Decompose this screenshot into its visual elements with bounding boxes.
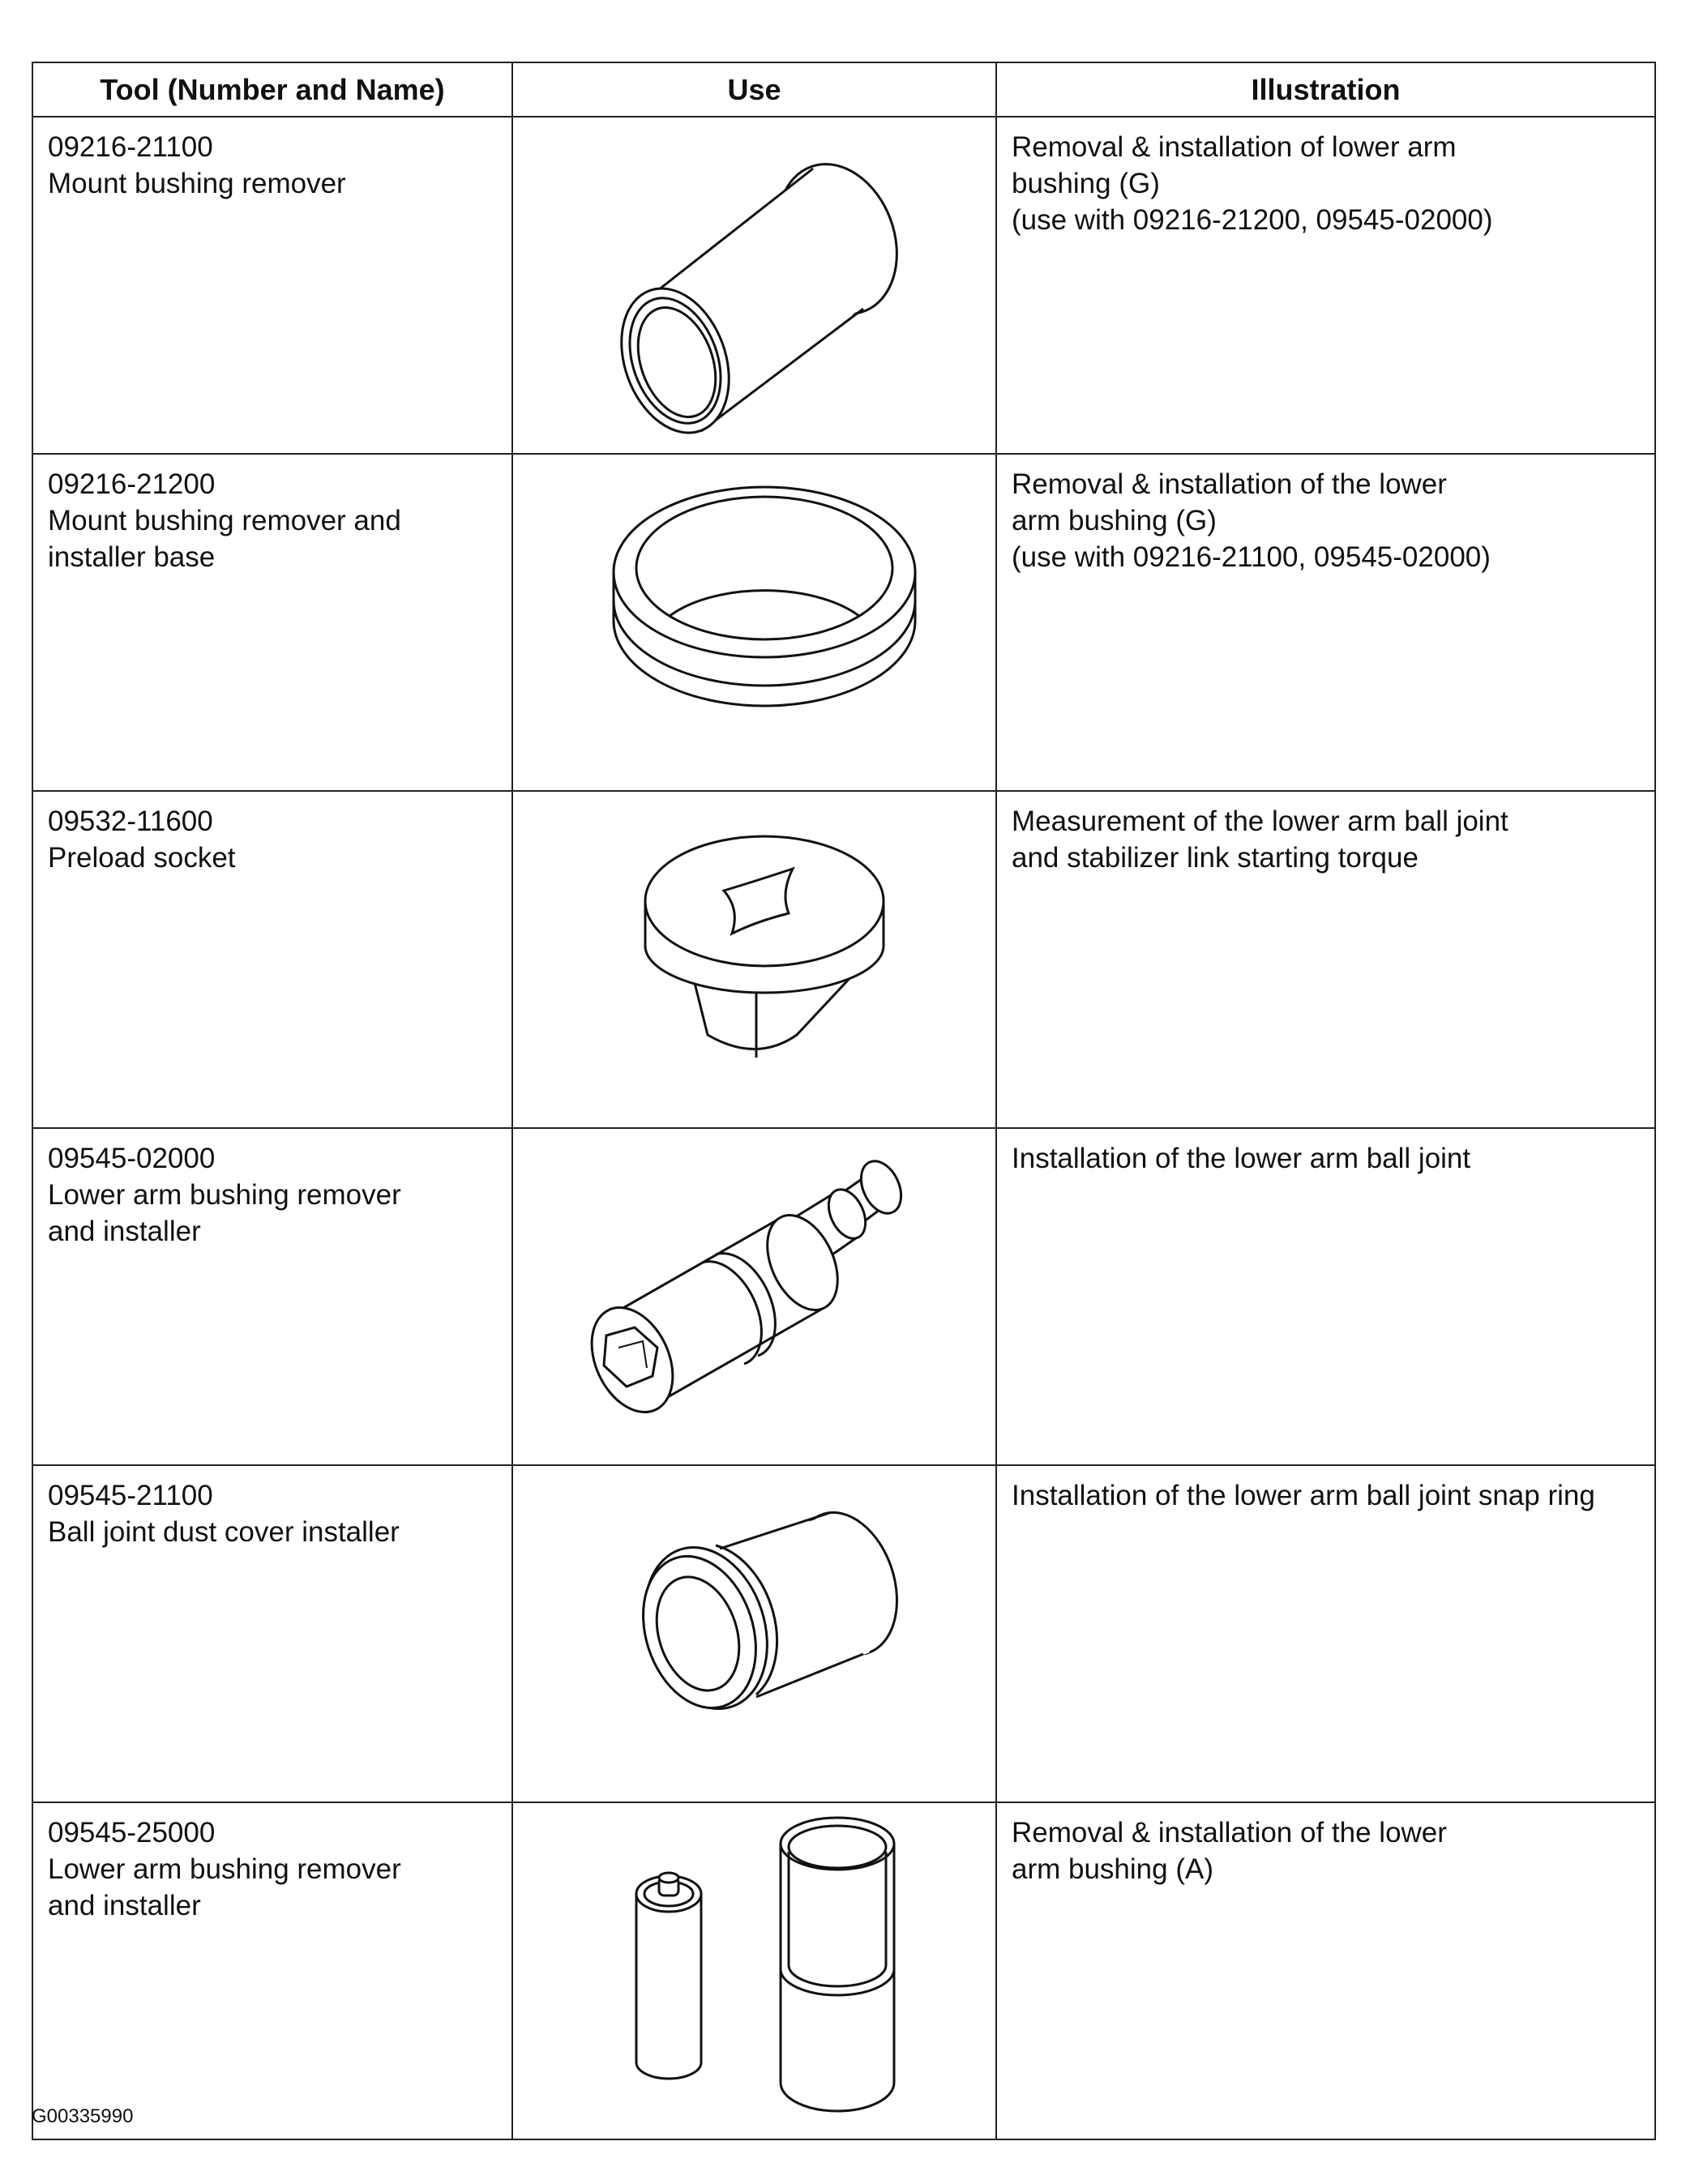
- bushing-remover-installer-tool-icon: [513, 1129, 997, 1453]
- preload-socket-icon: [513, 792, 997, 1116]
- tool-number: 09545-21100: [48, 1480, 213, 1511]
- tool-description: Removal & installation of the lower arm bushing (G) (use with 09216-21100, 09545-02000): [996, 454, 1655, 791]
- tool-image-cell: [512, 1802, 996, 2139]
- tool-name: Mount bushing remover and installer base: [48, 505, 401, 573]
- tool-image-cell: [512, 1465, 996, 1802]
- tool-name: Mount bushing remover: [48, 168, 346, 199]
- tool-image-cell: [512, 454, 996, 791]
- tool-name: Preload socket: [48, 842, 236, 874]
- header-tool: Tool (Number and Name): [32, 62, 512, 117]
- tool-cell: [32, 1465, 512, 1802]
- table-header-row: [32, 62, 1655, 117]
- special-tools-table: [32, 62, 1656, 2140]
- table-row: [32, 1128, 1655, 1465]
- header-use: Use: [512, 62, 996, 117]
- tool-cell: [32, 117, 512, 454]
- table-row: [32, 1802, 1655, 2139]
- tool-description: Removal & installation of lower arm bushing (G) (use with 09216-21200, 09545-02000): [996, 117, 1655, 454]
- tool-number: 09545-25000: [48, 1817, 216, 1848]
- tool-cell: [32, 791, 512, 1128]
- tool-number: 09216-21100: [48, 131, 213, 163]
- tool-image-cell: [512, 1128, 996, 1465]
- header-illustration: Illustration: [996, 62, 1655, 117]
- tool-cell: [32, 454, 512, 791]
- tool-cell: [32, 1802, 512, 2139]
- tool-number: 09545-02000: [48, 1143, 216, 1174]
- tool-number: 09216-21200: [48, 468, 216, 500]
- table-row: [32, 1465, 1655, 1802]
- bushing-remover-set-icon: [513, 1803, 997, 2127]
- tool-image-cell: [512, 117, 996, 454]
- tool-description: Removal & installation of the lower arm bushing (A): [996, 1802, 1655, 2139]
- tool-description: Installation of the lower arm ball joint: [996, 1128, 1655, 1465]
- figure-id-label: G00335990: [32, 2105, 134, 2127]
- tool-description: Installation of the lower arm ball joint snap ring: [996, 1465, 1655, 1802]
- table-row: [32, 117, 1655, 454]
- dust-cover-installer-icon: [513, 1466, 997, 1790]
- tool-cell: [32, 1128, 512, 1465]
- table-row: [32, 791, 1655, 1128]
- tool-image-cell: [512, 791, 996, 1128]
- tool-name: Lower arm bushing remover and installer: [48, 1179, 401, 1247]
- tool-name: Ball joint dust cover installer: [48, 1516, 400, 1548]
- tool-description: Measurement of the lower arm ball joint and stabilizer link starting torque: [996, 791, 1655, 1128]
- tool-number: 09532-11600: [48, 806, 213, 837]
- table-row: [32, 454, 1655, 791]
- tool-name: Lower arm bushing remover and installer: [48, 1853, 401, 1921]
- bushing-remover-cylinder-icon: [513, 118, 997, 442]
- installer-base-ring-icon: [513, 455, 997, 779]
